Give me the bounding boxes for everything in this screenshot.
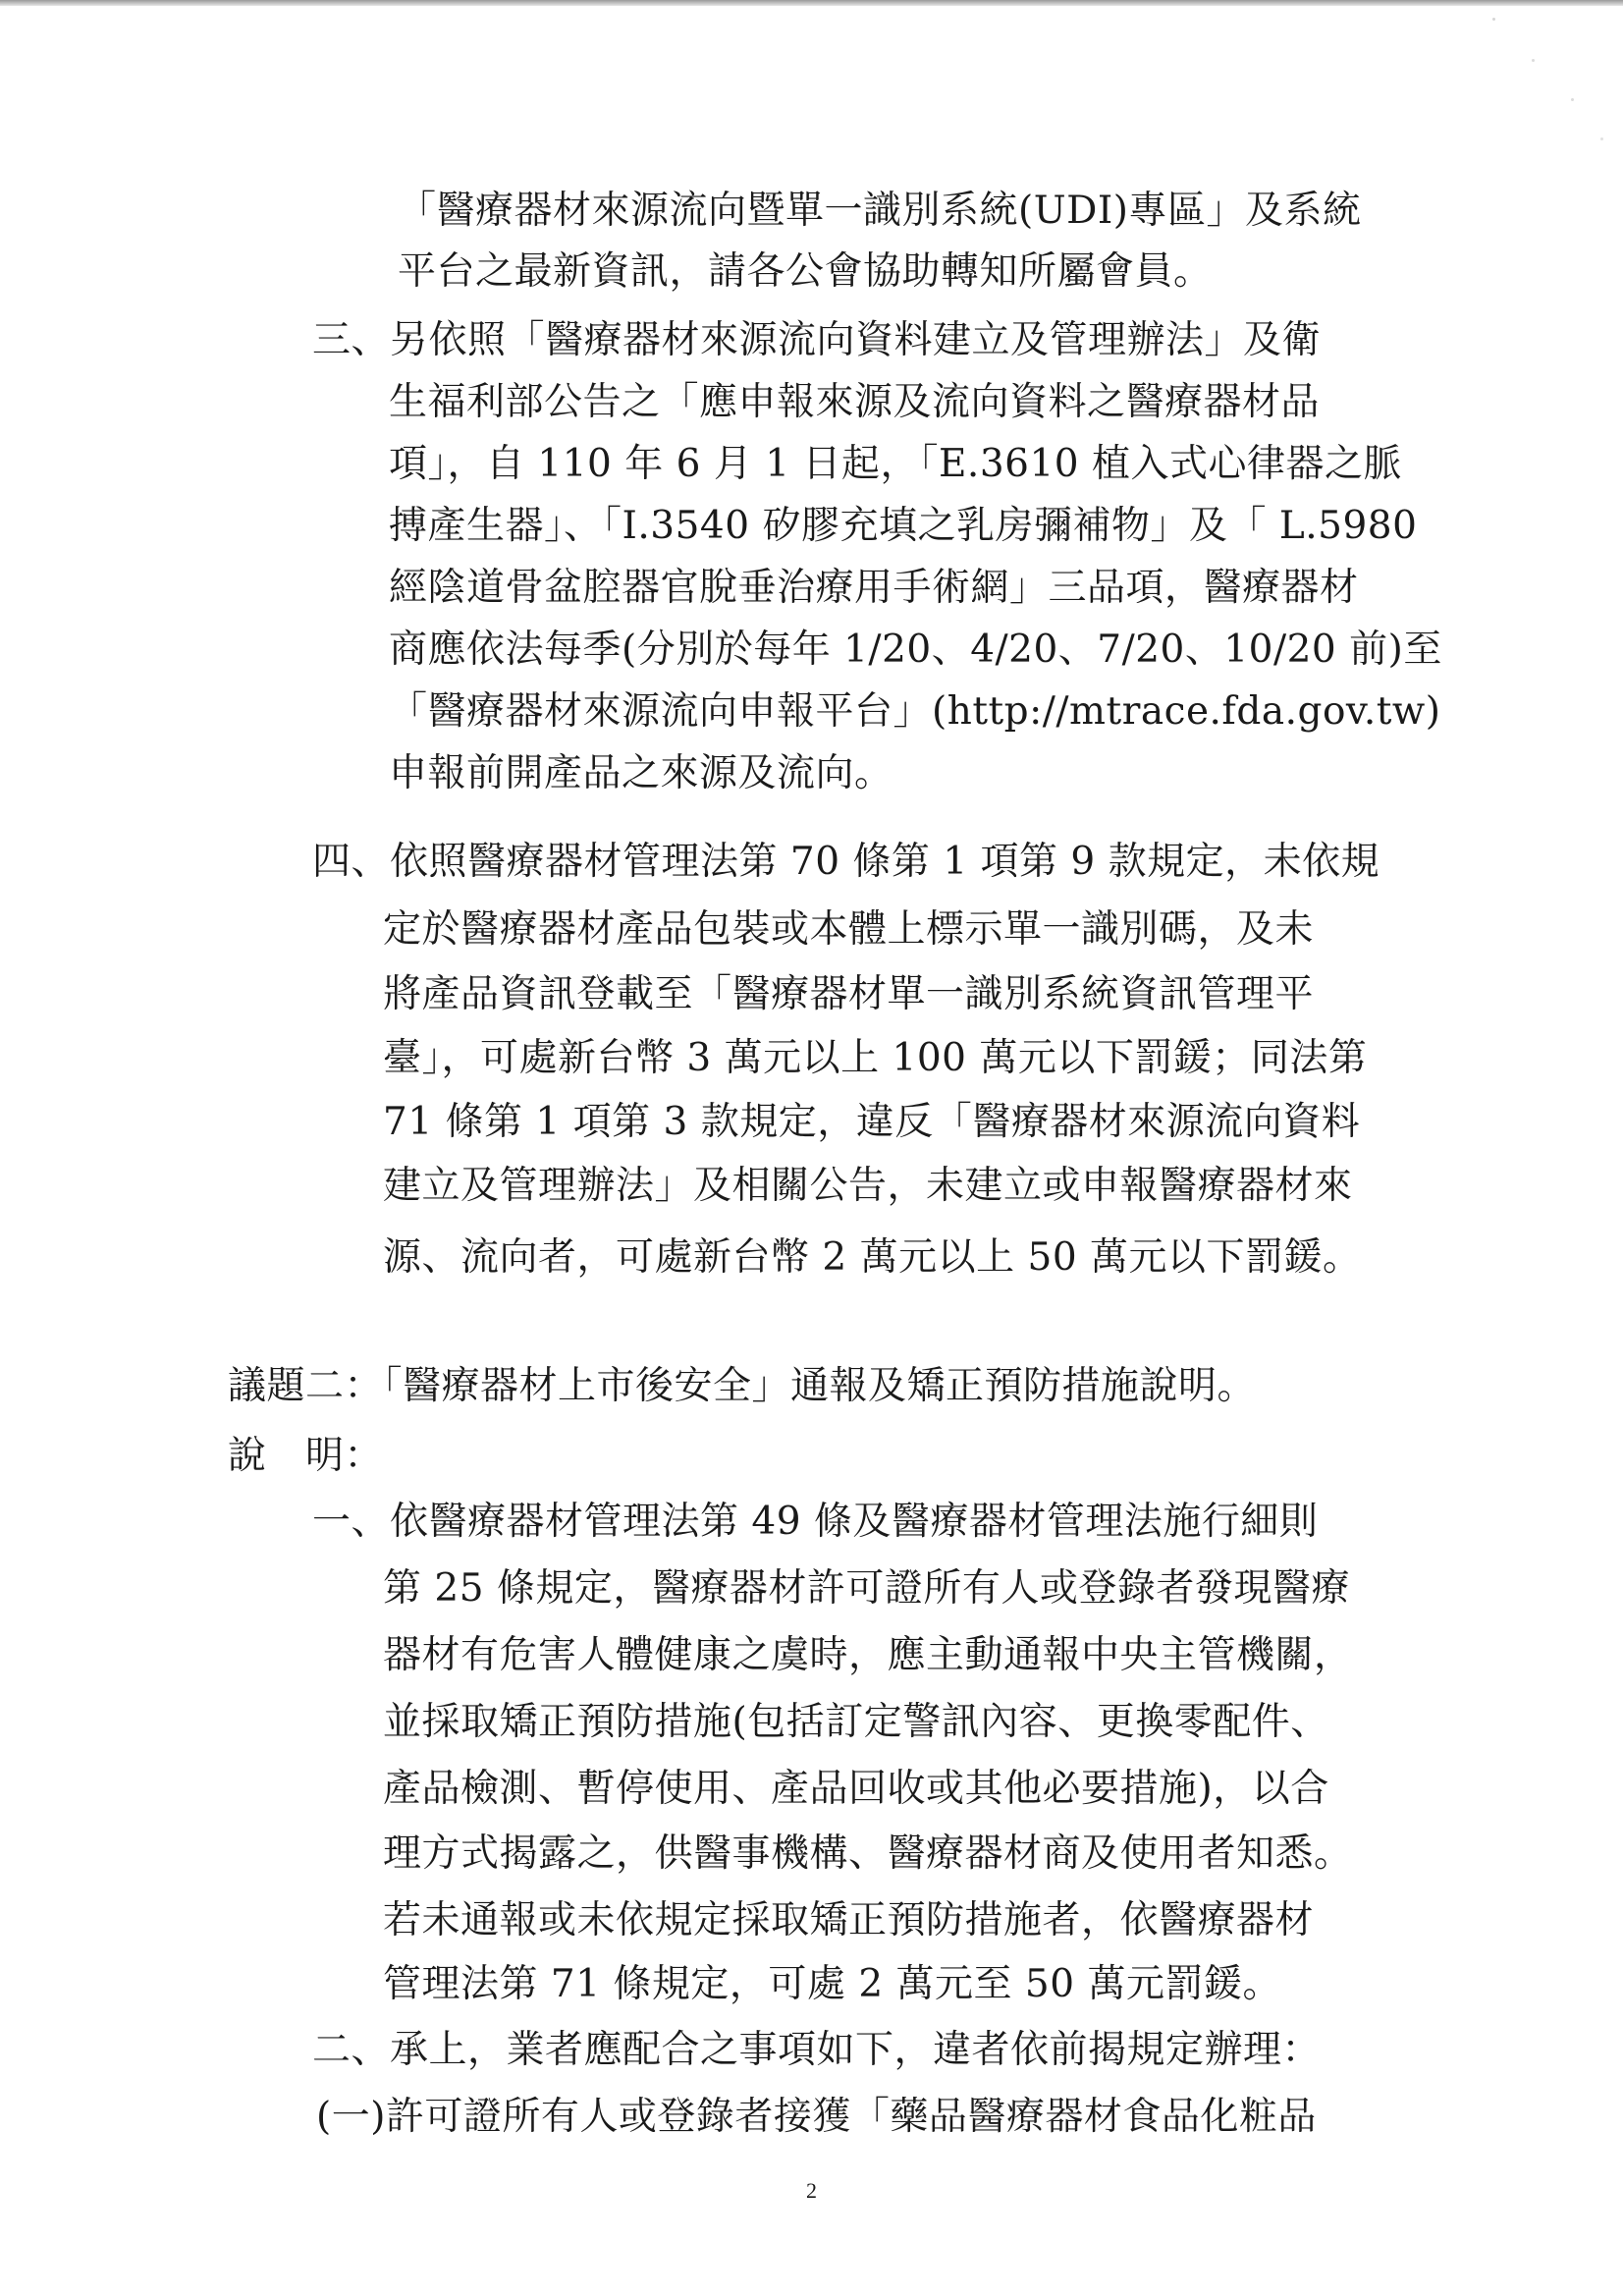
text-line: 並採取矯正預防措施(包括訂定警訊內容、更換零配件、 bbox=[383, 1700, 1329, 1744]
text-line: 「醫療器材來源流向暨單一識別系統(UDI)專區」及系統 bbox=[398, 189, 1362, 233]
list-item-heading: 三、另依照「醫療器材來源流向資料建立及管理辦法」及衛 bbox=[312, 318, 1322, 362]
text-line: 器材有危害人體健康之虞時，應主動通報中央主管機關， bbox=[383, 1633, 1353, 1677]
text-line: 若未通報或未依規定採取矯正預防措施者，依醫療器材 bbox=[383, 1898, 1315, 1942]
text-line: 項」，自 110 年 6 月 1 日起，「E.3610 植入式心律器之脈 bbox=[389, 442, 1402, 486]
text-line: 管理法第 71 條規定，可處 2 萬元至 50 萬元罰鍰。 bbox=[383, 1962, 1281, 2006]
scan-artifact bbox=[1492, 18, 1495, 21]
text-line: 源、流向者，可處新台幣 2 萬元以上 50 萬元以下罰鍰。 bbox=[383, 1235, 1362, 1280]
section-heading: 議題二：「醫療器材上市後安全」通報及矯正預防措施說明。 bbox=[228, 1364, 1257, 1408]
text-line: 第 25 條規定，醫療器材許可證所有人或登錄者發現醫療 bbox=[383, 1566, 1350, 1611]
text-line: 搏產生器」、「I.3540 矽膠充填之乳房彌補物」及「 L.5980 bbox=[389, 504, 1418, 548]
text-line: 將產品資訊登載至「醫療器材單一識別系統資訊管理平 bbox=[383, 972, 1315, 1016]
page-number: 2 bbox=[806, 2178, 817, 2203]
text-line: 定於醫療器材產品包裝或本體上標示單一識別碼，及未 bbox=[383, 907, 1315, 952]
list-item-heading: 一、依醫療器材管理法第 49 條及醫療器材管理法施行細則 bbox=[312, 1500, 1319, 1544]
text-line: 產品檢測、暫停使用、產品回收或其他必要措施)，以合 bbox=[383, 1767, 1329, 1811]
text-line: 經陰道骨盆腔器官脫垂治療用手術網」三品項，醫療器材 bbox=[389, 566, 1359, 610]
list-item-heading: 四、依照醫療器材管理法第 70 條第 1 項第 9 款規定，未依規 bbox=[312, 840, 1380, 884]
scan-artifact bbox=[1532, 59, 1535, 62]
text-line: 「醫療器材來源流向申報平台」(http://mtrace.fda.gov.tw) bbox=[389, 689, 1441, 734]
scan-artifact bbox=[1600, 137, 1603, 140]
text-line: 建立及管理辦法」及相關公告，未建立或申報醫療器材來 bbox=[383, 1164, 1353, 1208]
text-line: 申報前開產品之來源及流向。 bbox=[389, 751, 893, 795]
text-line: 臺」，可處新台幣 3 萬元以上 100 萬元以下罰鍰；同法第 bbox=[383, 1036, 1368, 1080]
text-line: 生福利部公告之「應申報來源及流向資料之醫療器材品 bbox=[389, 380, 1321, 424]
text-line: 商應依法每季(分別於每年 1/20、4/20、7/20、10/20 前)至 bbox=[389, 628, 1442, 672]
text-line: 理方式揭露之，供醫事機構、醫療器材商及使用者知悉。 bbox=[383, 1831, 1353, 1876]
text-line: 71 條第 1 項第 3 款規定，違反「醫療器材來源流向資料 bbox=[383, 1100, 1361, 1144]
list-item-heading: 二、承上，業者應配合之事項如下，違者依前揭規定辦理： bbox=[312, 2028, 1322, 2072]
section-subheading: 說 明： bbox=[228, 1434, 384, 1478]
scan-artifact bbox=[1571, 98, 1574, 101]
list-subitem: (一)許可證所有人或登錄者接獲「藥品醫療器材食品化粧品 bbox=[316, 2095, 1317, 2139]
scan-top-edge bbox=[0, 0, 1623, 6]
text-line: 平台之最新資訊，請各公會協助轉知所屬會員。 bbox=[398, 249, 1213, 294]
